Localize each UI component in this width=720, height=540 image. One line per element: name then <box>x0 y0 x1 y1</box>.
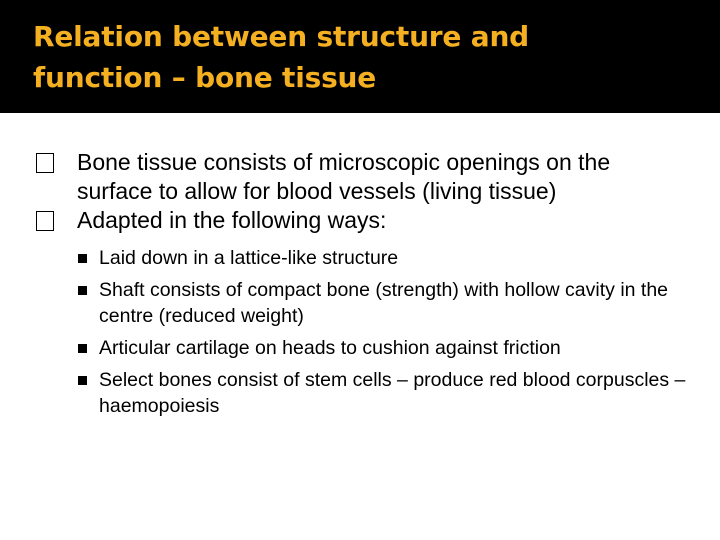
square-bullet-icon <box>78 286 87 295</box>
bullet-text-2: Adapted in the following ways: <box>77 207 387 233</box>
square-bullet-icon <box>78 344 87 353</box>
box-bullet-icon <box>36 211 54 231</box>
sub-bullet-item-3 <box>0 335 720 361</box>
square-bullet-icon <box>78 376 87 385</box>
sub-bullet-list <box>0 245 720 419</box>
title-bar <box>0 0 720 113</box>
slide-title-line-1: Relation between structure and <box>33 20 530 53</box>
bullet-text-1: Bone tissue consists of microscopic openings on the surface to allow for blood vessels (living tissue) <box>77 149 611 204</box>
sub-bullet-text-1: Laid down in a lattice-like structure <box>99 247 399 269</box>
square-bullet-icon <box>78 254 87 263</box>
bullet-item-2 <box>0 206 720 235</box>
bullet-item-1 <box>0 148 720 206</box>
sub-bullet-text-4: Select bones consist of stem cells – produce red blood corpuscles – haemopoiesis <box>99 369 686 417</box>
sub-bullet-text-2: Shaft consists of compact bone (strength) with hollow cavity in the centre (reduced weight) <box>99 279 669 327</box>
sub-bullet-text-3: Articular cartilage on heads to cushion against friction <box>99 337 561 359</box>
slide-body <box>0 148 720 425</box>
sub-bullet-item-4 <box>0 367 720 419</box>
slide-title-line-2: function – bone tissue <box>33 61 377 94</box>
sub-bullet-item-1 <box>0 245 720 271</box>
sub-bullet-item-2 <box>0 277 720 329</box>
slide-title <box>33 16 693 98</box>
box-bullet-icon <box>36 153 54 173</box>
